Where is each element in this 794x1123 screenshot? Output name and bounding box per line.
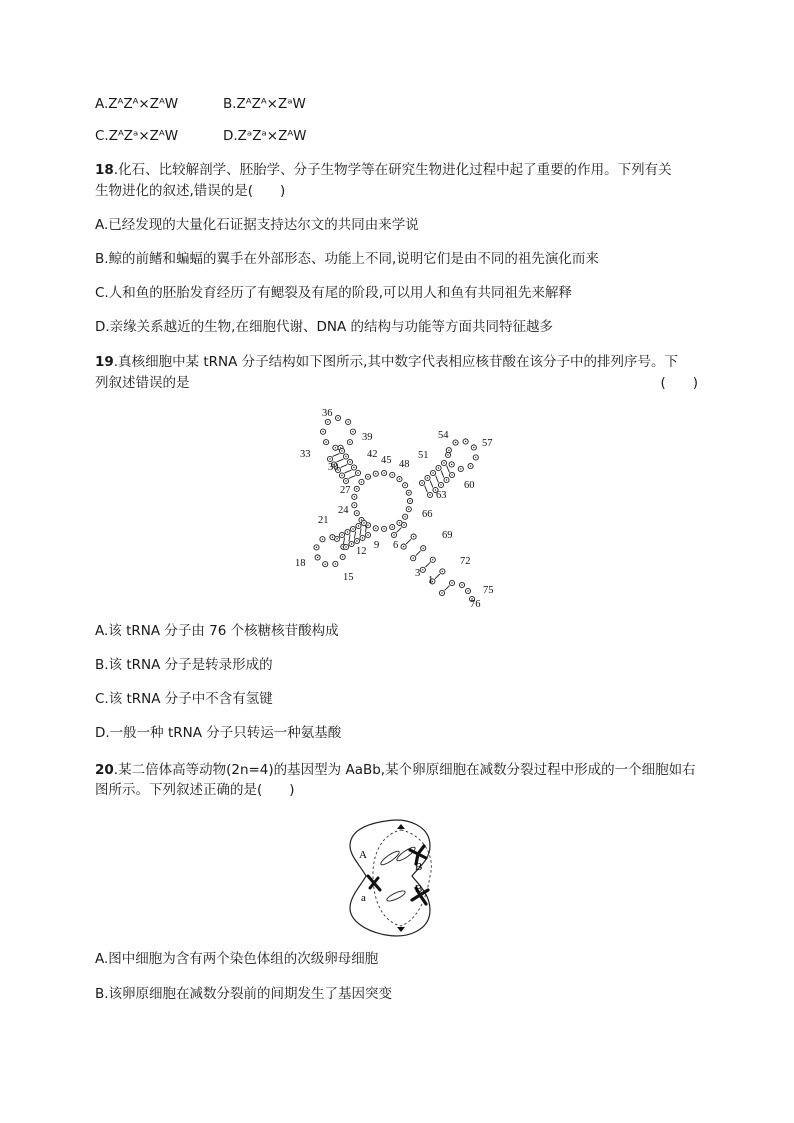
q19-stem-line1 bbox=[95, 352, 678, 372]
q17-options-row2 bbox=[95, 126, 306, 146]
base-pair-line bbox=[416, 551, 421, 556]
gene-label-a: a bbox=[361, 892, 366, 904]
q17-option-c: C.ZᴬZᵃ×ZᴬW bbox=[95, 128, 179, 144]
q18-stem-text1: .化石、比较解剖学、胚胎学、分子生物学等在研究生物进化过程中起了重要的作用。下列有关 bbox=[113, 162, 672, 178]
q18-stem-line2: 生物进化的叙述,错误的是( ) bbox=[95, 183, 286, 199]
q20-stem-text1: .某二倍体高等动物(2n=4)的基因型为 AaBb,某个卵原细胞在减数分裂过程中形成的一个细胞如右 bbox=[113, 762, 696, 778]
trna-position-label: 24 bbox=[338, 505, 349, 516]
trna-position-label: 54 bbox=[438, 430, 449, 441]
trna-position-label: 45 bbox=[381, 455, 392, 466]
trna-position-label: 36 bbox=[322, 408, 333, 419]
trna-position-label: 1 bbox=[428, 575, 434, 586]
trna-position-label: 57 bbox=[482, 438, 493, 449]
base-pair-line bbox=[441, 471, 444, 478]
base-pair-line bbox=[354, 532, 355, 539]
trna-position-label: 18 bbox=[295, 558, 306, 569]
trna-position-label: 9 bbox=[374, 540, 380, 551]
base-pair-line bbox=[425, 562, 430, 567]
trna-structure-diagram bbox=[292, 403, 532, 613]
q18-option-b: B.鲸的前鳍和蝙蝠的翼手在外部形态、功能上不同,说明它们是由不同的祖先演化而来 bbox=[95, 251, 599, 267]
q19-option-a: A.该 tRNA 分子由 76 个核糖核苷酸构成 bbox=[95, 623, 339, 639]
cell-membrane-outline bbox=[350, 820, 430, 936]
trna-position-label: 39 bbox=[362, 432, 373, 443]
trna-position-label: 21 bbox=[318, 515, 329, 526]
spindle-outline bbox=[373, 830, 431, 926]
q20-stem-line1 bbox=[95, 760, 696, 780]
trna-position-label: 48 bbox=[399, 459, 410, 470]
q20-option-b: B.该卵原细胞在减数分裂前的间期发生了基因突变 bbox=[95, 986, 393, 1002]
gene-label-B-top: B bbox=[415, 861, 423, 873]
q17-option-b: B.ZᴬZᴬ×ZᵃW bbox=[223, 96, 306, 112]
cell-division-diagram bbox=[346, 818, 456, 938]
base-pair-line bbox=[435, 574, 440, 579]
base-pair-line bbox=[430, 481, 433, 488]
trna-position-label: 30 bbox=[328, 462, 339, 473]
base-pair-line bbox=[333, 454, 340, 457]
trna-position-label: 12 bbox=[356, 546, 367, 557]
q18-number: 18 bbox=[95, 162, 114, 178]
q19-option-b: B.该 tRNA 分子是转录形成的 bbox=[95, 657, 273, 673]
q18-option-d: D.亲缘关系越近的生物,在细胞代谢、DNA 的结构与功能等方面共同特征越多 bbox=[95, 319, 553, 335]
base-pair-line bbox=[349, 535, 350, 542]
trna-position-label: 69 bbox=[442, 530, 453, 541]
gene-label-A: A bbox=[359, 849, 367, 861]
base-pair-line bbox=[436, 476, 439, 483]
trna-position-label: 60 bbox=[464, 480, 475, 491]
q17-option-a: A.ZᴬZᴬ×ZᴬW bbox=[95, 96, 179, 112]
q20-stem-line2: 图所示。下列叙述正确的是( ) bbox=[95, 782, 295, 798]
trna-position-label: 51 bbox=[418, 450, 429, 461]
trna-position-label: 76 bbox=[470, 599, 481, 610]
chromosome-a-sister-icon bbox=[386, 889, 407, 903]
q19-option-d: D.一般一种 tRNA 分子只转运一种氨基酸 bbox=[95, 725, 342, 741]
base-pair-line bbox=[341, 465, 348, 468]
gene-label-B-bottom: B bbox=[415, 883, 423, 895]
q17-option-d: D.ZᵃZᵃ×ZᴬW bbox=[223, 128, 307, 144]
q20-number: 20 bbox=[95, 762, 114, 778]
q18-stem-line1 bbox=[95, 160, 672, 180]
base-pair-line bbox=[343, 538, 344, 545]
trna-position-label: 6 bbox=[393, 540, 399, 551]
trna-position-label: 27 bbox=[340, 485, 351, 496]
trna-position-label: 42 bbox=[367, 449, 378, 460]
trna-position-label: 66 bbox=[422, 509, 433, 520]
q19-answer-paren: ( ) bbox=[660, 375, 698, 391]
q18-option-a: A.已经发现的大量化石证据支持达尔文的共同由来学说 bbox=[95, 217, 419, 233]
q17-options-row1 bbox=[95, 94, 306, 114]
base-pair-line bbox=[345, 470, 352, 473]
trna-position-label: 75 bbox=[483, 585, 494, 596]
q19-number: 19 bbox=[95, 354, 114, 370]
centriole-top-icon bbox=[397, 824, 405, 829]
q19-stem-text1: .真核细胞中某 tRNA 分子结构如下图所示,其中数字代表相应核苷酸在该分子中的排列序号。下 bbox=[113, 354, 678, 370]
centriole-bottom-icon bbox=[397, 927, 405, 932]
q20-option-a: A.图中细胞为含有两个染色体组的次级卵母细胞 bbox=[95, 951, 379, 967]
base-pair-line bbox=[397, 528, 402, 533]
trna-position-label: 15 bbox=[343, 572, 354, 583]
q19-option-c: C.该 tRNA 分子中不含有氢键 bbox=[95, 691, 273, 707]
trna-position-label: 33 bbox=[300, 449, 311, 460]
trna-position-label: 72 bbox=[460, 556, 471, 567]
base-pair-line bbox=[445, 586, 450, 591]
q19-stem-line2: 列叙述错误的是 bbox=[95, 375, 190, 391]
base-pair-line bbox=[447, 466, 450, 473]
trna-position-label: 63 bbox=[436, 490, 447, 501]
trna-position-label: 3 bbox=[415, 568, 421, 579]
q18-option-c: C.人和鱼的胚胎发育经历了有鳃裂及有尾的阶段,可以用人和鱼有共同祖先来解释 bbox=[95, 285, 573, 301]
base-pair-line bbox=[349, 476, 356, 479]
base-pair-line bbox=[406, 539, 411, 544]
base-pair-line bbox=[360, 529, 361, 536]
base-pair-line bbox=[425, 486, 428, 493]
